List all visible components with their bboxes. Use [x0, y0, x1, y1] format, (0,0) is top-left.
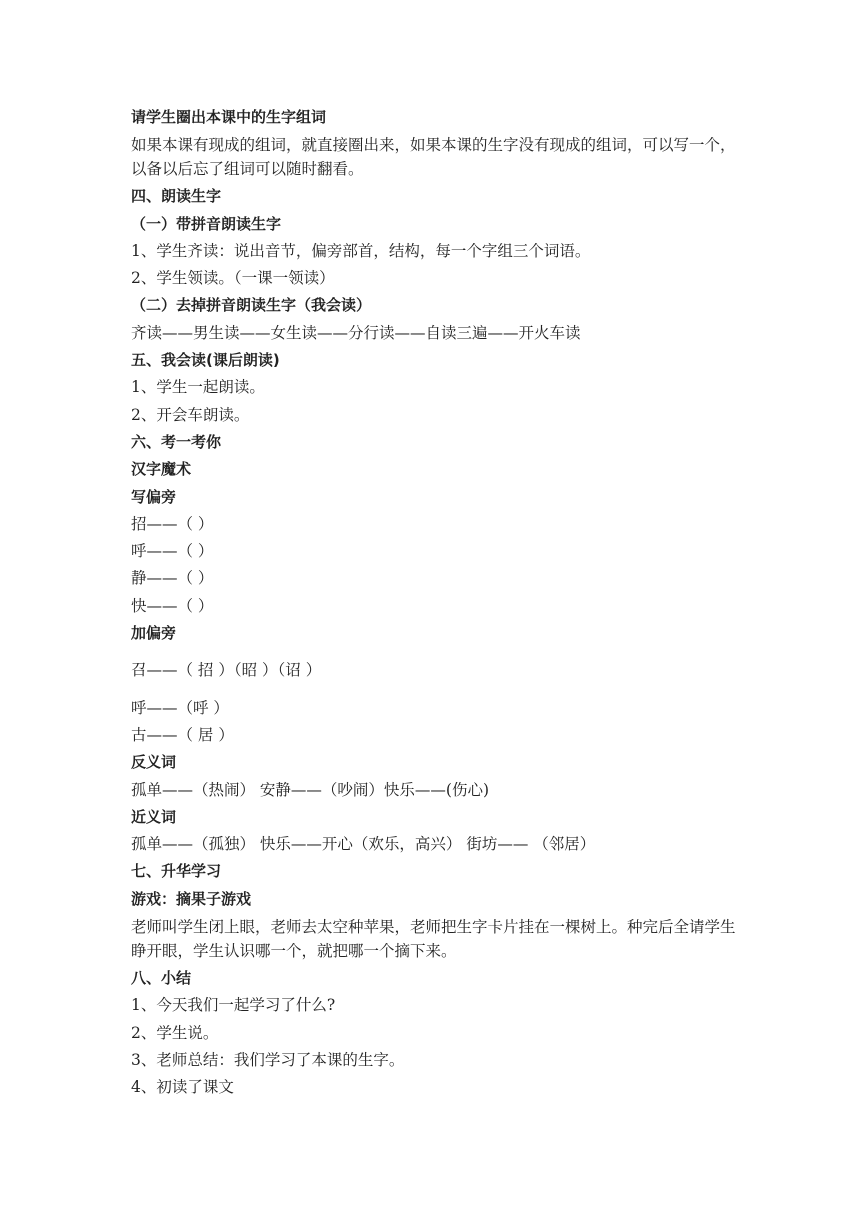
- antonym-line: 孤单——（热闹） 安静——（吵闹）快乐——(伤心): [131, 780, 490, 799]
- reading-sequence: 齐读——男生读——女生读——分行读——自读三遍——开火车读: [131, 323, 581, 342]
- exercise-line: 招——（ ）: [131, 514, 214, 533]
- subheading-synonyms: 近义词: [131, 807, 177, 826]
- subsection-pinyin-title: （一）带拼音朗读生字: [131, 214, 282, 233]
- list-item: 1、今天我们一起学习了什么?: [131, 996, 336, 1015]
- list-item: 3、老师总结：我们学习了本课的生字。: [131, 1050, 405, 1069]
- exercise-line: 古——（ 居 ）: [131, 725, 234, 744]
- list-item: 2、学生领读。（一课一领读）: [131, 269, 335, 288]
- subsection-no-pinyin-title: （二）去掉拼音朗读生字（我会读）: [131, 296, 372, 315]
- exercise-line: 快——（ ）: [131, 596, 214, 615]
- exercise-line: 呼——（ ）: [131, 542, 214, 561]
- exercise-line: 召——（ 招 ）（昭 ）（诏 ）: [131, 661, 322, 680]
- paragraph-circle-words: 如果本课有现成的组词，就直接圈出来，如果本课的生字没有现成的组词，可以写一个，以备以后忘了组词可以随时翻看。: [131, 136, 736, 179]
- subheading-add-radical: 加偏旁: [131, 624, 177, 643]
- subheading-game: 游戏：摘果子游戏: [131, 889, 252, 908]
- list-item: 1、学生齐读：说出音节，偏旁部首，结构，每一个字组三个词语。: [131, 241, 591, 260]
- heading-circle-words: 请学生圈出本课中的生字组词: [131, 108, 327, 126]
- document-page: [131, 104, 741, 1102]
- list-item: 2、学生说。: [131, 1023, 219, 1042]
- section-4-title: 四、朗读生字: [131, 187, 222, 206]
- subheading-antonyms: 反义词: [131, 753, 177, 772]
- exercise-line: 静——（ ）: [131, 569, 214, 588]
- section-6-title: 六、考一考你: [131, 432, 222, 451]
- synonym-line: 孤单——（孤独） 快乐——开心（欢乐，高兴） 街坊—— （邻居）: [131, 835, 596, 854]
- list-item: 2、开会车朗读。: [131, 405, 250, 424]
- list-item: 4、初读了课文: [131, 1078, 234, 1097]
- list-item: 1、学生一起朗读。: [131, 378, 265, 397]
- section-5-title: 五、我会读(课后朗读): [131, 351, 280, 370]
- paragraph-game: 老师叫学生闭上眼，老师去太空种苹果，老师把生字卡片挂在一棵树上。种完后全请学生睁开眼，学生认识哪一个，就把哪一个摘下来。: [131, 918, 736, 961]
- exercise-line: 呼——（呼 ）: [131, 698, 229, 717]
- section-8-title: 八、小结: [131, 969, 192, 988]
- subheading-write-radical: 写偏旁: [131, 487, 177, 506]
- subheading-magic: 汉字魔术: [131, 460, 192, 479]
- section-7-title: 七、升华学习: [131, 862, 222, 881]
